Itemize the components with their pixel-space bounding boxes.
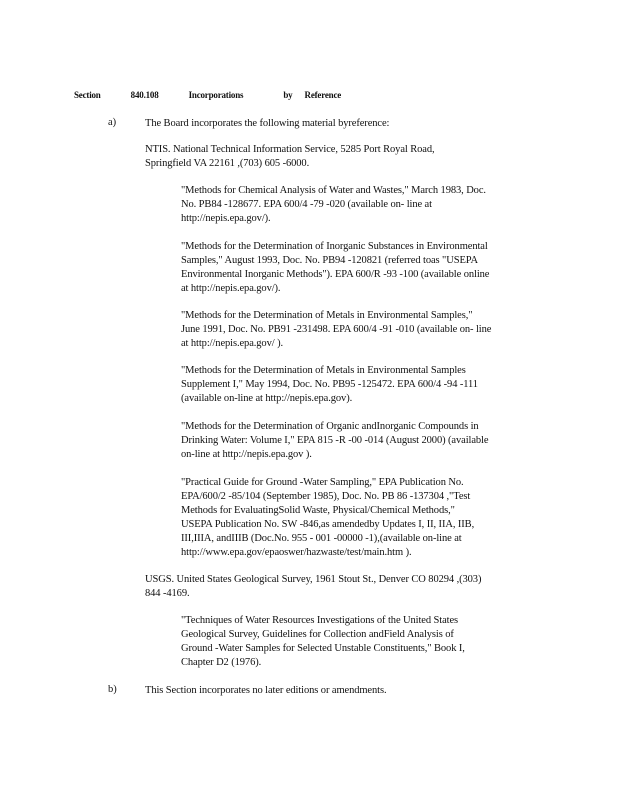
reference-line: "Methods for the Determination of Organic andInorganic Compounds in bbox=[181, 421, 479, 432]
reference-line: "Methods for Chemical Analysis of Water and Wastes," March 1983, Doc. bbox=[181, 185, 486, 196]
section-heading bbox=[74, 90, 369, 100]
reference-entry bbox=[181, 309, 531, 351]
reference-line: Environmental Inorganic Methods"). EPA 600/R -93 -100 (available online bbox=[181, 269, 490, 280]
reference-line: "Techniques of Water Resources Investigations of the United States bbox=[181, 615, 459, 626]
reference-line: Methods for EvaluatingSolid Waste, Physical/Chemical Methods," bbox=[181, 505, 455, 516]
reference-entry bbox=[181, 476, 519, 560]
item-b-text: This Section incorporates no later editions or amendments. bbox=[145, 685, 387, 696]
item-b-label: b) bbox=[108, 684, 117, 695]
usgs-entry bbox=[145, 573, 531, 601]
section-number: 840.108 bbox=[130, 90, 159, 100]
reference-line: (available on-line at http://nepis.epa.gov). bbox=[181, 393, 353, 404]
section-title-1: Incorporations bbox=[188, 90, 244, 100]
section-title-2: by bbox=[283, 90, 293, 100]
reference-line: "Methods for the Determination of Metals in Environmental Samples," bbox=[181, 310, 473, 321]
usgs-line: USGS. United States Geological Survey, 1961 Stout St., Denver CO 80294 ,(303) bbox=[145, 574, 482, 585]
reference-line: on-line at http://nepis.epa.gov ). bbox=[181, 449, 312, 460]
reference-line: Chapter D2 (1976). bbox=[181, 657, 262, 668]
reference-entry bbox=[181, 364, 531, 406]
reference-line: USEPA Publication No. SW -846,as amendedby Updates I, II, IIA, IIB, bbox=[181, 519, 475, 530]
ntis-line: Springfield VA 22161 ,(703) 605 -6000. bbox=[145, 158, 310, 169]
reference-line: http://www.epa.gov/epaoswer/hazwaste/test/main.htm ). bbox=[181, 547, 412, 558]
reference-line: Samples," August 1993, Doc. No. PB94 -120821 (referred toas "USEPA bbox=[181, 255, 479, 266]
reference-line: at http://nepis.epa.gov/). bbox=[181, 283, 281, 294]
reference-line: "Methods for the Determination of Inorganic Substances in Environmental bbox=[181, 241, 488, 252]
reference-line: http://nepis.epa.gov/). bbox=[181, 213, 271, 224]
item-a-label: a) bbox=[108, 117, 117, 128]
reference-line: III,IIIA, andIIIB (Doc.No. 955 - 001 -00000 -1),(available on-line at bbox=[181, 533, 462, 544]
reference-entry bbox=[181, 614, 505, 670]
usgs-line: 844 -4169. bbox=[145, 588, 190, 599]
section-title-3: Reference bbox=[304, 90, 342, 100]
ntis-entry bbox=[145, 143, 481, 171]
item-a-text: The Board incorporates the following material byreference: bbox=[145, 118, 390, 129]
reference-line: Drinking Water: Volume I," EPA 815 -R -00 -014 (August 2000) (available bbox=[181, 435, 489, 446]
ntis-line: NTIS. National Technical Information Service, 5285 Port Royal Road, bbox=[145, 144, 435, 155]
reference-line: at http://nepis.epa.gov/ ). bbox=[181, 338, 283, 349]
reference-entry bbox=[181, 420, 531, 462]
reference-line: Supplement I," May 1994, Doc. No. PB95 -125472. EPA 600/4 -94 -111 bbox=[181, 379, 478, 390]
reference-entry bbox=[181, 240, 531, 296]
reference-line: No. PB84 -128677. EPA 600/4 -79 -020 (available on- line at bbox=[181, 199, 432, 210]
reference-line: "Methods for the Determination of Metals in Environmental Samples bbox=[181, 365, 466, 376]
reference-line: "Practical Guide for Ground -Water Sampling," EPA Publication No. bbox=[181, 477, 464, 488]
section-word: Section bbox=[74, 90, 101, 100]
reference-line: June 1991, Doc. No. PB91 -231498. EPA 600/4 -91 -010 (available on- line bbox=[181, 324, 492, 335]
reference-line: Ground -Water Samples for Selected Unstable Constituents," Book I, bbox=[181, 643, 465, 654]
reference-line: EPA/600/2 -85/104 (September 1985), Doc. No. PB 86 -137304 ,"Test bbox=[181, 491, 471, 502]
reference-line: Geological Survey, Guidelines for Collection andField Analysis of bbox=[181, 629, 454, 640]
reference-entry bbox=[181, 184, 531, 226]
